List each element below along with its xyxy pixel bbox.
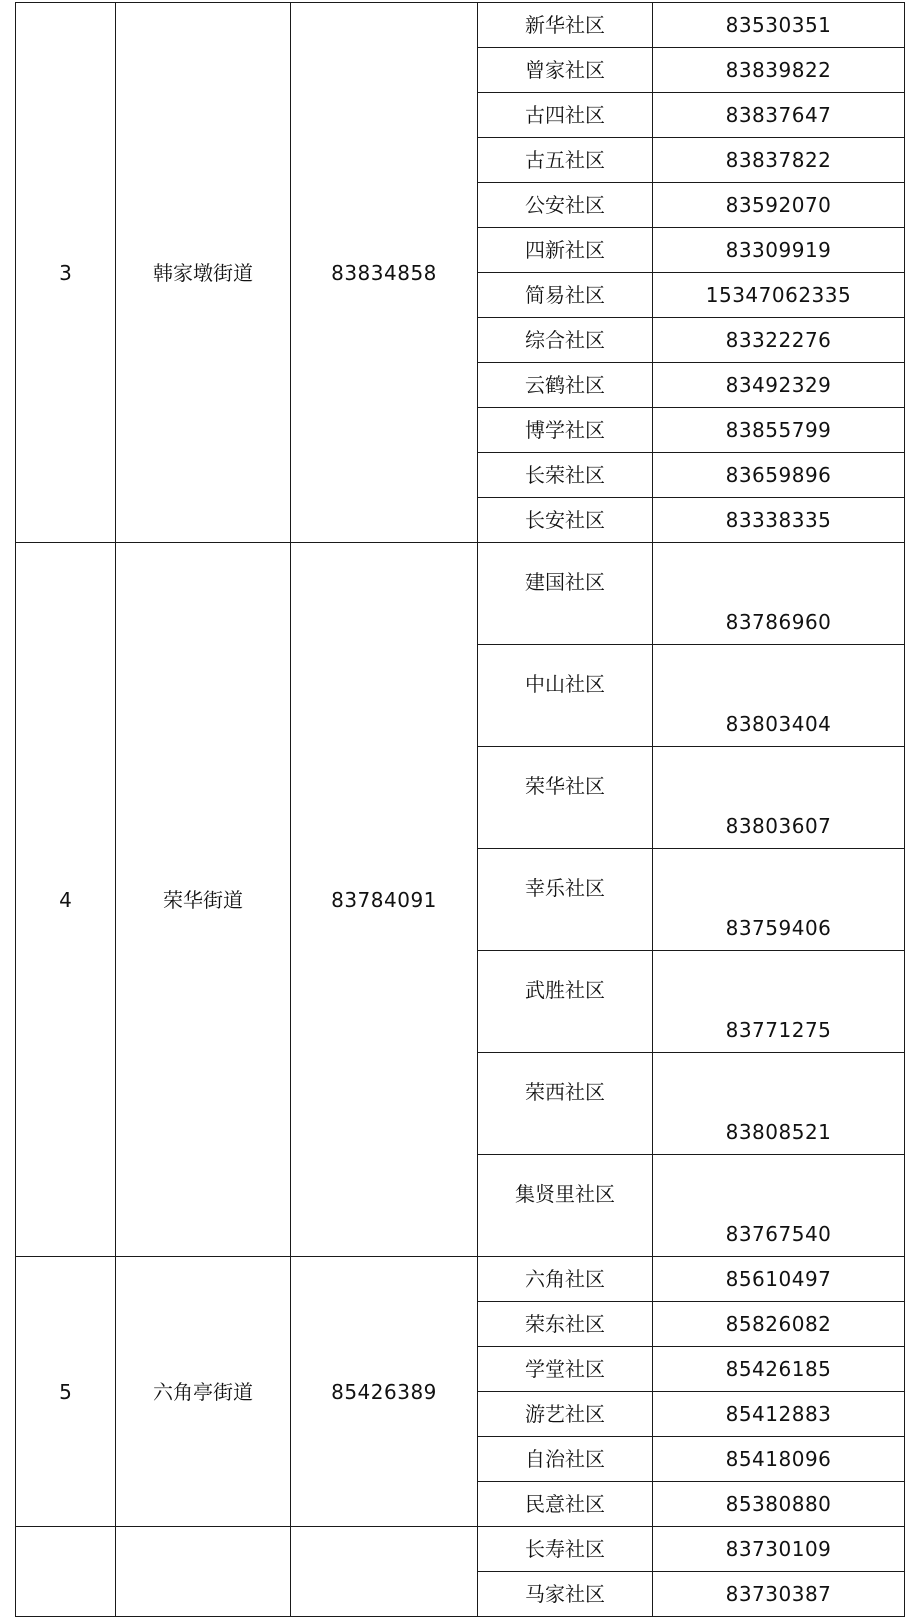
community-name: 四新社区 xyxy=(478,228,653,273)
community-name: 学堂社区 xyxy=(478,1347,653,1392)
community-name: 马家社区 xyxy=(478,1572,653,1617)
community-phone: 85418096 xyxy=(653,1437,905,1482)
community-name: 六角社区 xyxy=(478,1257,653,1302)
community-phone: 83808521 xyxy=(653,1053,905,1155)
street-phone: 83834858 xyxy=(291,3,478,543)
community-phone: 83322276 xyxy=(653,318,905,363)
community-name: 古五社区 xyxy=(478,138,653,183)
community-phone: 83759406 xyxy=(653,849,905,951)
community-name: 简易社区 xyxy=(478,273,653,318)
community-phone: 83592070 xyxy=(653,183,905,228)
community-name: 集贤里社区 xyxy=(478,1155,653,1257)
community-name: 博学社区 xyxy=(478,408,653,453)
community-name: 荣西社区 xyxy=(478,1053,653,1155)
community-name: 民意社区 xyxy=(478,1482,653,1527)
community-name: 长安社区 xyxy=(478,498,653,543)
community-name: 建国社区 xyxy=(478,543,653,645)
community-phone: 83837822 xyxy=(653,138,905,183)
community-name: 游艺社区 xyxy=(478,1392,653,1437)
community-name: 荣东社区 xyxy=(478,1302,653,1347)
community-phone: 83803404 xyxy=(653,645,905,747)
table-row xyxy=(16,3,905,48)
community-phone: 83492329 xyxy=(653,363,905,408)
community-name: 幸乐社区 xyxy=(478,849,653,951)
community-phone: 83730387 xyxy=(653,1572,905,1617)
community-phone: 83530351 xyxy=(653,3,905,48)
group-index xyxy=(16,1527,116,1617)
community-name: 武胜社区 xyxy=(478,951,653,1053)
community-phone: 83803607 xyxy=(653,747,905,849)
community-contact-table-container xyxy=(15,2,904,1617)
community-name: 长荣社区 xyxy=(478,453,653,498)
street-name: 六角亭街道 xyxy=(116,1257,291,1527)
table-row xyxy=(16,1527,905,1572)
community-name: 新华社区 xyxy=(478,3,653,48)
community-phone: 83659896 xyxy=(653,453,905,498)
community-phone: 83771275 xyxy=(653,951,905,1053)
community-name: 古四社区 xyxy=(478,93,653,138)
community-name: 曾家社区 xyxy=(478,48,653,93)
street-phone: 85426389 xyxy=(291,1257,478,1527)
group-index: 4 xyxy=(16,543,116,1257)
community-phone: 85426185 xyxy=(653,1347,905,1392)
community-name: 云鹤社区 xyxy=(478,363,653,408)
community-phone: 83309919 xyxy=(653,228,905,273)
community-phone: 15347062335 xyxy=(653,273,905,318)
community-name: 中山社区 xyxy=(478,645,653,747)
street-name: 韩家墩街道 xyxy=(116,3,291,543)
community-phone: 83338335 xyxy=(653,498,905,543)
community-phone: 85412883 xyxy=(653,1392,905,1437)
table-row xyxy=(16,543,905,645)
community-phone: 85826082 xyxy=(653,1302,905,1347)
community-contact-table xyxy=(15,2,905,1617)
street-phone xyxy=(291,1527,478,1617)
community-name: 荣华社区 xyxy=(478,747,653,849)
street-name xyxy=(116,1527,291,1617)
table-row xyxy=(16,1257,905,1302)
community-phone: 83855799 xyxy=(653,408,905,453)
community-phone: 83839822 xyxy=(653,48,905,93)
community-phone: 83767540 xyxy=(653,1155,905,1257)
community-phone: 83730109 xyxy=(653,1527,905,1572)
street-phone: 83784091 xyxy=(291,543,478,1257)
group-index: 3 xyxy=(16,3,116,543)
community-phone: 83837647 xyxy=(653,93,905,138)
community-phone: 85380880 xyxy=(653,1482,905,1527)
community-name: 公安社区 xyxy=(478,183,653,228)
street-name: 荣华街道 xyxy=(116,543,291,1257)
community-name: 自治社区 xyxy=(478,1437,653,1482)
community-name: 长寿社区 xyxy=(478,1527,653,1572)
community-phone: 85610497 xyxy=(653,1257,905,1302)
community-name: 综合社区 xyxy=(478,318,653,363)
group-index: 5 xyxy=(16,1257,116,1527)
community-phone: 83786960 xyxy=(653,543,905,645)
